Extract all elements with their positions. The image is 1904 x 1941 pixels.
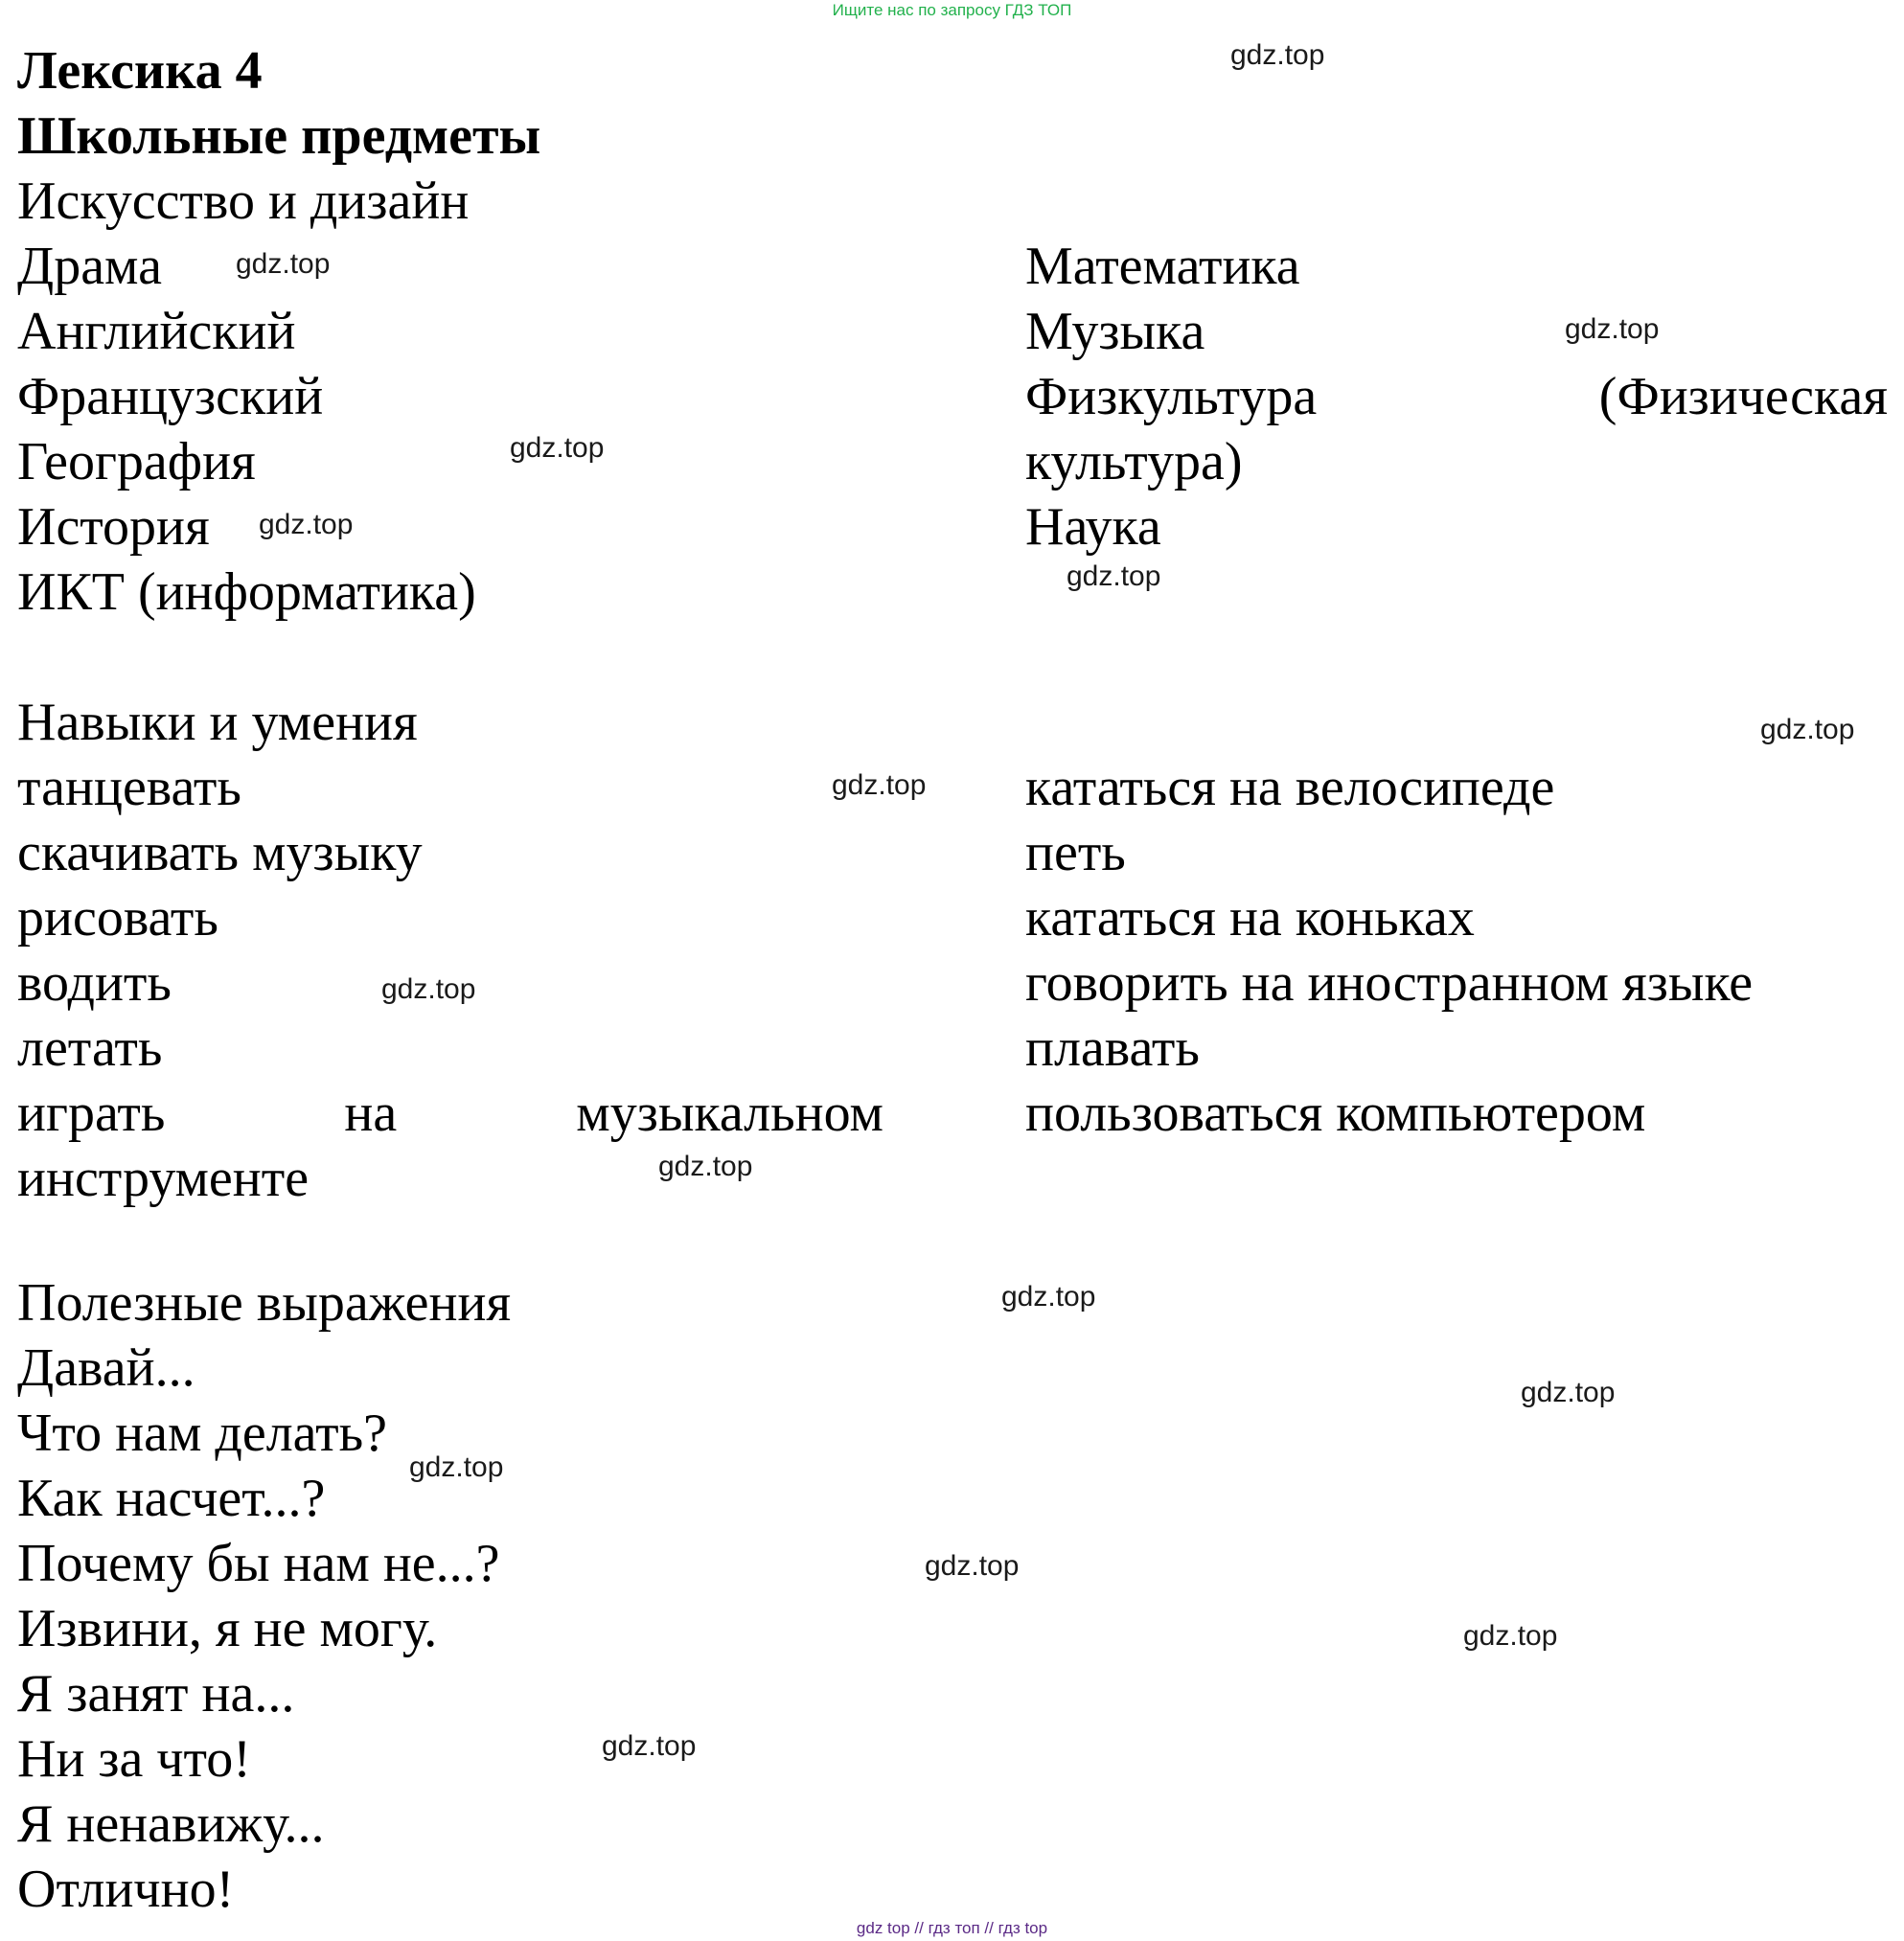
subject-science: Наука [1025, 497, 1161, 557]
subject-history: История [17, 497, 210, 557]
watermark: gdz.top [510, 432, 605, 464]
phrase-item: Давай... [17, 1338, 195, 1398]
footer-watermark: gdz top // гдз топ // гдз top [856, 1919, 1048, 1937]
subject-music: Музыка [1025, 302, 1205, 361]
skill-play-word-4: инструменте [17, 1149, 310, 1208]
watermark: gdz.top [1521, 1377, 1616, 1408]
skill-use-computer: пользоваться компьютером [1025, 1084, 1646, 1143]
skill-play-instrument-row [17, 1081, 883, 1146]
skill-dance: танцевать [17, 758, 241, 817]
watermark: gdz.top [925, 1550, 1020, 1582]
watermark: gdz.top [832, 769, 927, 801]
subject-drama: Драма [17, 237, 162, 296]
watermark: gdz.top [1001, 1281, 1096, 1313]
watermark: gdz.top [1230, 39, 1325, 71]
watermark: gdz.top [259, 509, 354, 540]
skill-sing: петь [1025, 823, 1126, 882]
subject-geography: География [17, 432, 256, 491]
skill-download-music: скачивать музыку [17, 823, 423, 882]
phrase-item: Почему бы нам не...? [17, 1534, 500, 1593]
watermark: gdz.top [602, 1730, 697, 1762]
subject-french: Французский [17, 367, 324, 426]
subject-pe-row [1025, 364, 1888, 429]
lexicon-title: Лексика 4 [17, 41, 263, 101]
phrase-item: Как насчет...? [17, 1469, 326, 1528]
subject-pe-full-end: культура) [1025, 432, 1243, 491]
skill-fly: летать [17, 1018, 163, 1078]
watermark: gdz.top [381, 973, 476, 1005]
skill-play-word-3: музыкальном [576, 1084, 883, 1143]
watermark: gdz.top [236, 248, 331, 280]
skill-ice-skate: кататься на коньках [1025, 888, 1475, 948]
section-title-school-subjects: Школьные предметы [17, 106, 541, 166]
subject-pe: Физкультура [1025, 367, 1318, 426]
top-banner: Ищите нас по запросу ГДЗ ТОП [832, 1, 1072, 19]
section-title-phrases: Полезные выражения [17, 1273, 512, 1333]
watermark: gdz.top [1067, 560, 1161, 592]
subject-ict: ИКТ (информатика) [17, 562, 476, 622]
skill-draw: рисовать [17, 888, 218, 948]
subject-pe-full-start: (Физическая [1598, 367, 1888, 426]
phrase-item: Ни за что! [17, 1729, 251, 1789]
phrase-item: Извини, я не могу. [17, 1599, 438, 1658]
phrase-item: Я ненавижу... [17, 1794, 325, 1854]
skill-play-word-1: играть [17, 1084, 166, 1143]
phrase-item: Отлично! [17, 1860, 235, 1919]
subject-maths: Математика [1025, 237, 1300, 296]
watermark: gdz.top [1463, 1620, 1558, 1652]
watermark: gdz.top [1760, 714, 1855, 745]
subject-art-design: Искусство и дизайн [17, 171, 470, 231]
section-title-skills: Навыки и умения [17, 693, 418, 752]
skill-speak-foreign-language: говорить на иностранном языке [1025, 953, 1754, 1013]
skill-play-word-2: на [344, 1084, 398, 1143]
subject-english: Английский [17, 302, 296, 361]
skill-drive: водить [17, 953, 172, 1013]
skill-swim: плавать [1025, 1018, 1200, 1078]
watermark: gdz.top [1565, 313, 1660, 345]
skill-ride-bike: кататься на велосипеде [1025, 758, 1555, 817]
watermark: gdz.top [658, 1151, 753, 1182]
phrase-item: Что нам делать? [17, 1404, 387, 1463]
watermark: gdz.top [409, 1451, 504, 1483]
phrase-item: Я занят на... [17, 1664, 295, 1724]
